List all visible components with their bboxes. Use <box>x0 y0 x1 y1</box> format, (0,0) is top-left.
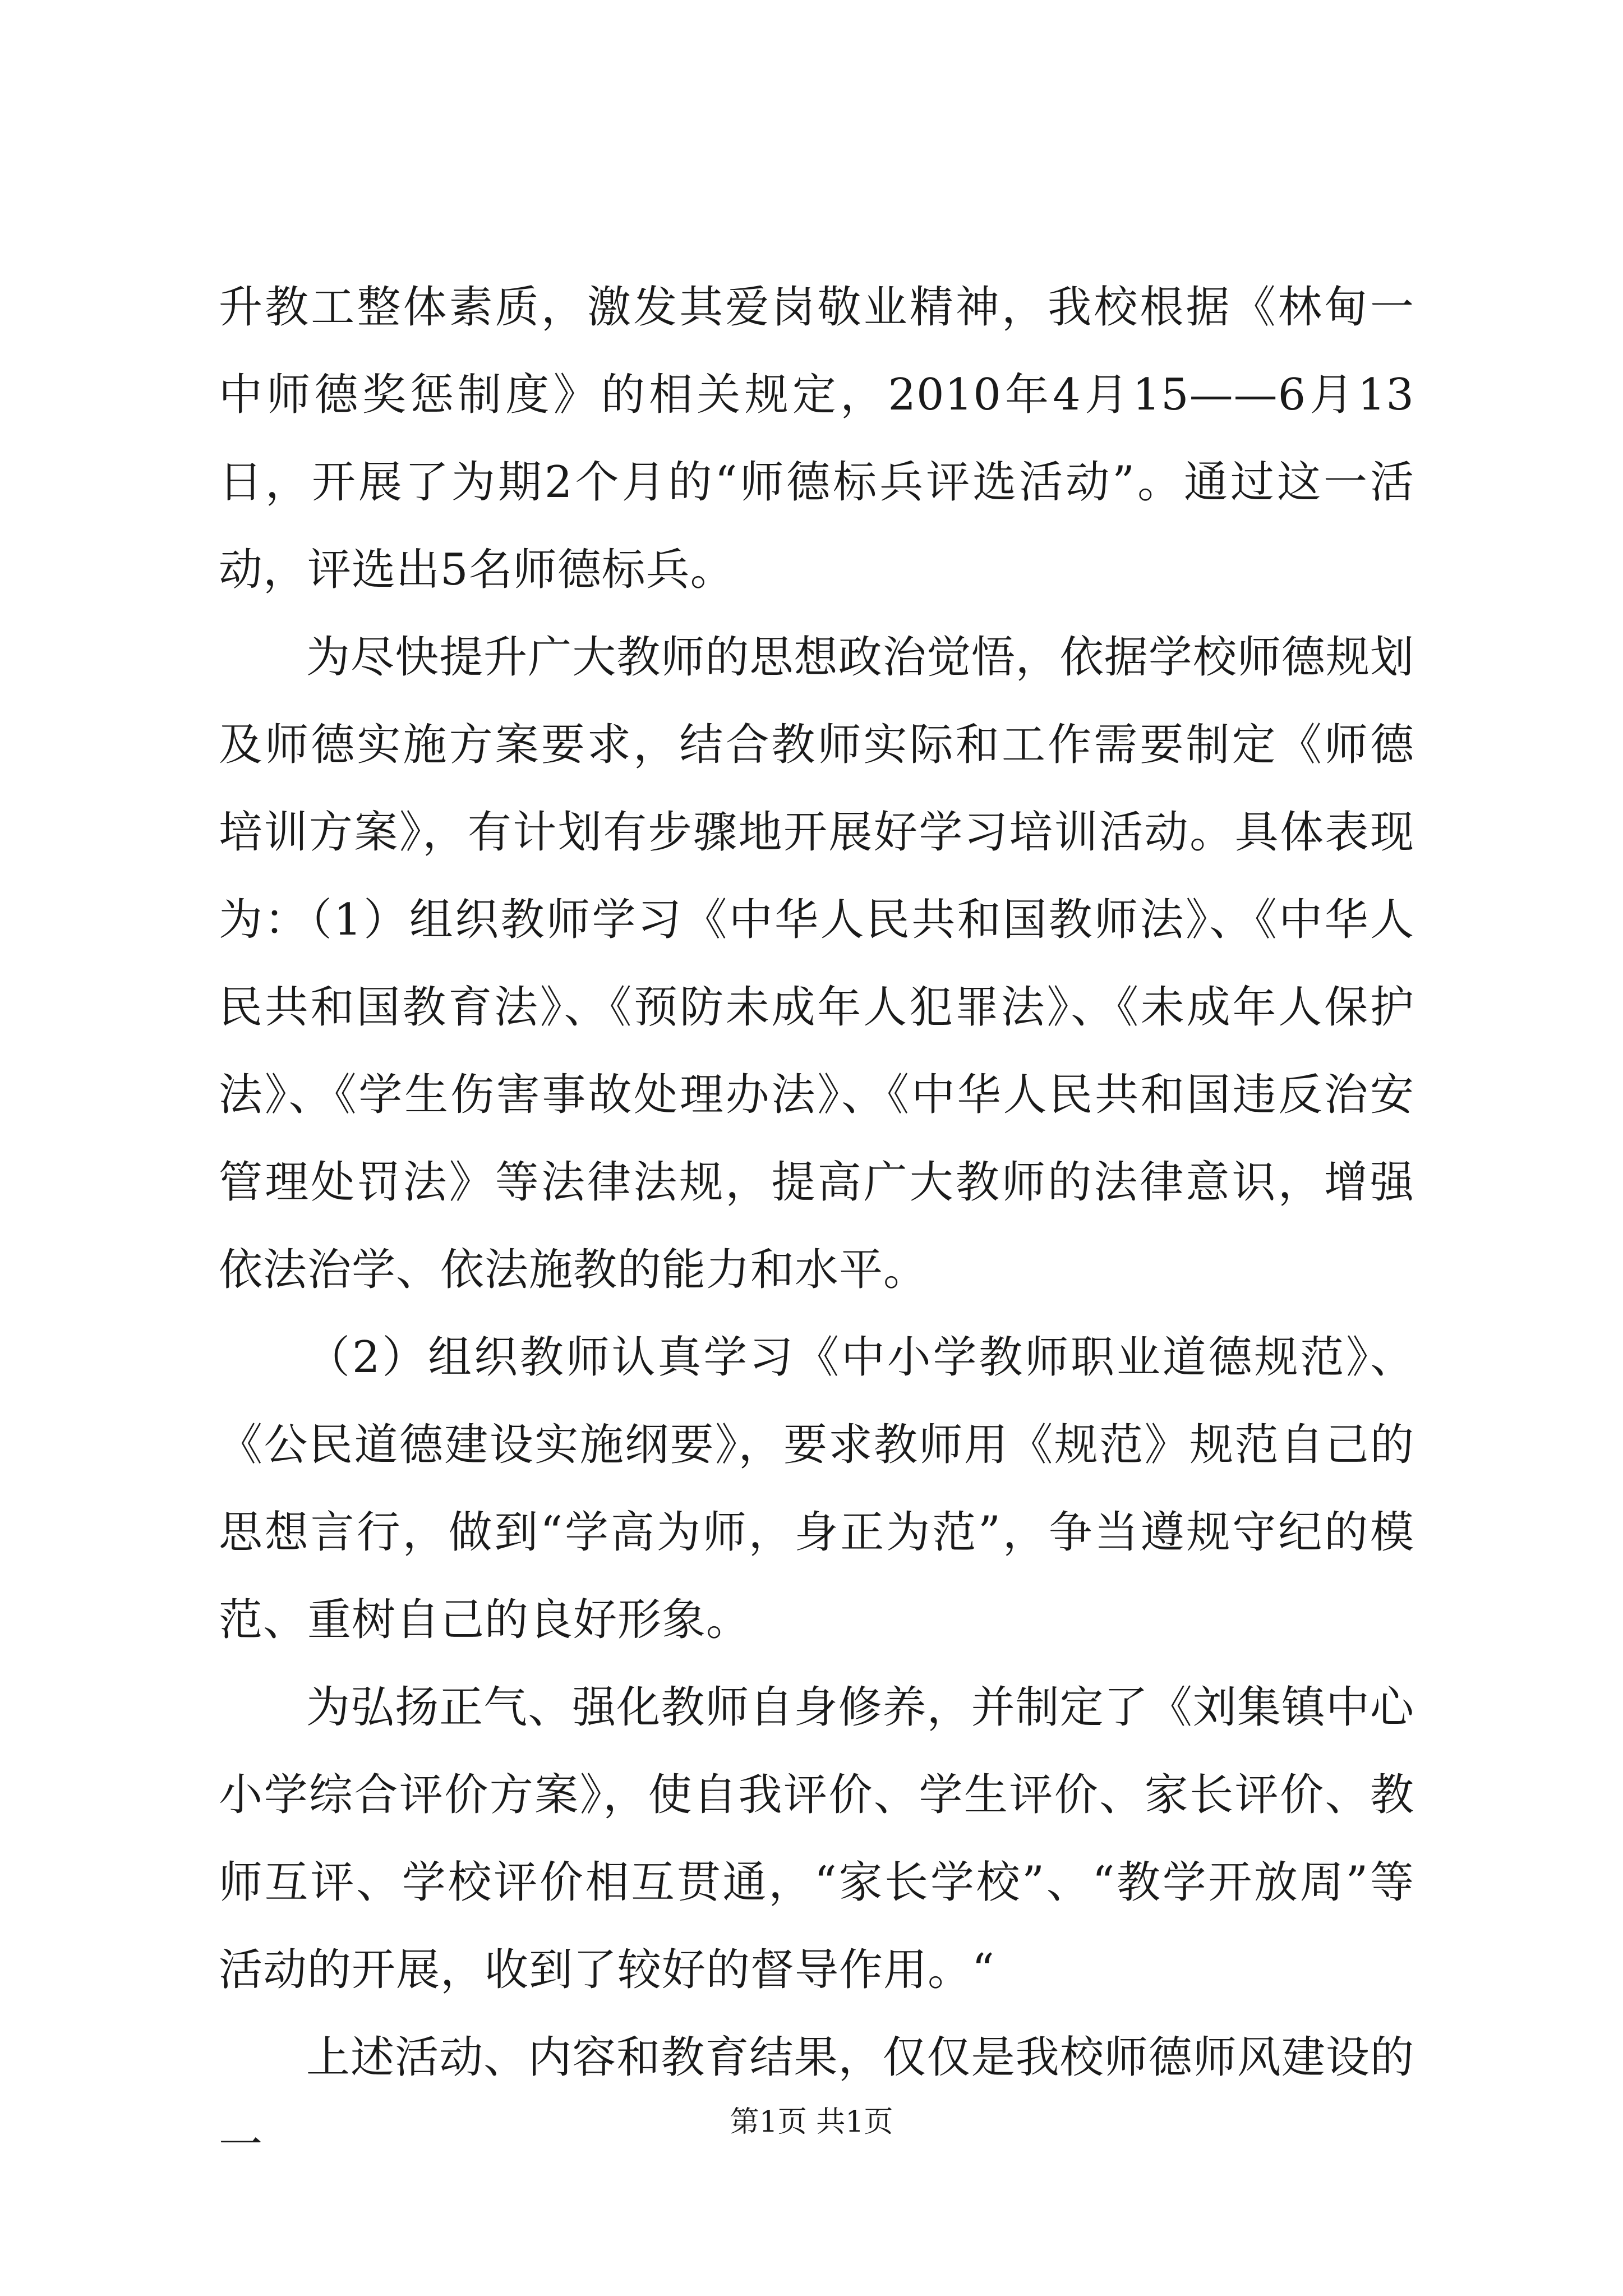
paragraph-3: （2）组织教师认真学习《中小学教师职业道德规范》、《公民道德建设实施纲要》，要求教师用《规范》规范自己的思想言行，做到“学高为师，身正为范”，争当遵规守纪的模范、重树自己的良好形象。 <box>219 1332 1414 1645</box>
page-footer: 第1页 共1页 <box>730 2105 893 2139</box>
document-body <box>219 264 1414 2189</box>
paragraph-2: 为尽快提升广大教师的思想政治觉悟，依据学校师德规划及师德实施方案要求，结合教师实际和工作需要制定《师德培训方案》，有计划有步骤地开展好学习培训活动。具体表现为：（1）组织教师学习《中华人民共和国教师法》、《中华人民共和国教育法》、《预防未成年人犯罪法》、《未成年人保护法》、《学生伤害事故处理办法》、《中华人民共和国违反治安管理处罚法》等法律法规，提高广大教师的法律意识，增强依法治学、依法施教的能力和水平。 <box>219 632 1414 1295</box>
paragraph-1: 升教工整体素质，激发其爱岗敬业精神，我校根据《林甸一中师德奖惩制度》的相关规定，2010年4月15——6月13日，开展了为期2个月的“师德标兵评选活动”。通过这一活动，评选出5名师德标兵。 <box>219 282 1414 595</box>
paragraph-5: 上述活动、内容和教育结果，仅仅是我校师德师风建设的一 <box>219 2032 1414 2170</box>
paragraph-4: 为弘扬正气、强化教师自身修养，并制定了《刘集镇中心小学综合评价方案》，使自我评价、学生评价、家长评价、教师互评、学校评价相互贯通，“家长学校”、“教学开放周”等活动的开展，收到了较好的督导作用。“ <box>219 1682 1414 1995</box>
